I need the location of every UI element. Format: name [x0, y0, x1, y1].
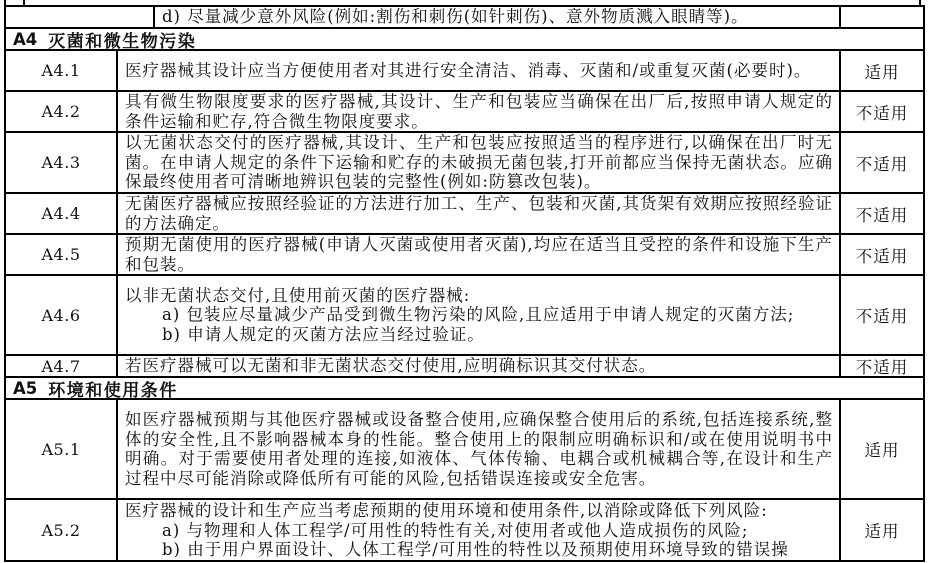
row-description-cell	[118, 356, 841, 376]
row-applicability-cell: 适用	[864, 441, 900, 460]
row-code-cell: A5.2	[6, 500, 118, 560]
row-code-cell: A4.7	[6, 356, 118, 376]
row-applicability-cell: 不适用	[855, 205, 909, 225]
description-paragraph: 以无菌状态交付的医疗器械,其设计、生产和包装应按照适当的程序进行,以确保在出厂时无菌。在申请人规定的条件下运输和贮存的未破损无菌包装,打开前都应当保持无菌状态。应确保最终使用者可清晰地辨识包装的完整性(例如:防篡改包装)。	[125, 133, 833, 192]
row-applicability-cell: 不适用	[855, 307, 909, 326]
table-row	[6, 500, 923, 562]
section-title: 灭菌和微生物污染	[48, 31, 197, 51]
table-row	[6, 276, 923, 356]
row-code-cell: A4.4	[6, 194, 118, 233]
table-row	[6, 356, 923, 378]
row-applicability-cell: 不适用	[855, 358, 909, 377]
description-paragraph: 医疗器械其设计应当方便使用者对其进行安全清洁、消毒、灭菌和/或重复灭菌(必要时)。	[125, 60, 812, 80]
section-code: A4	[13, 29, 38, 49]
section-header-row	[6, 29, 923, 51]
table-row	[6, 235, 923, 276]
description-paragraph: d) 尽量减少意外风险(例如:割伤和刺伤(如针刺伤)、意外物质溅入眼睛等)。	[162, 7, 749, 27]
row-code-cell: A4.3	[6, 133, 118, 192]
description-paragraph: 医疗器械的设计和生产应当考虑预期的使用环境和使用条件,以消除或降低下列风险:	[125, 501, 768, 520]
section-title: 环境和使用条件	[48, 380, 178, 400]
row-code-cell: A4.1	[6, 51, 118, 90]
table-row	[6, 194, 923, 235]
row-code-cell: A5.1	[6, 400, 118, 498]
section-header-row	[6, 378, 923, 400]
row-description-cell	[155, 7, 841, 27]
essential-principles-table	[4, 5, 925, 562]
row-applicability-cell: 不适用	[855, 154, 909, 174]
row-applicability-cell: 适用	[864, 62, 900, 82]
row-description-cell	[118, 235, 841, 274]
row-applicability-cell	[841, 7, 923, 27]
description-paragraph: 预期无菌使用的医疗器械(申请人灭菌或使用者灭菌),均应在适当且受控的条件和设施下生产和包装。	[125, 235, 833, 274]
section-code: A5	[13, 378, 38, 398]
description-paragraph: a) 包装应尽量减少产品受到微生物污染的风险,且应适用于申请人规定的灭菌方法;	[162, 305, 795, 325]
description-paragraph: 无菌医疗器械应按照经验证的方法进行加工、生产、包装和灭菌,其货架有效期应按照经验证的方法确定。	[125, 194, 833, 233]
table-row	[6, 7, 923, 29]
table-row	[6, 133, 923, 194]
description-paragraph: 若医疗器械可以无菌和非无菌状态交付使用,应明确标识其交付状态。	[125, 356, 657, 376]
row-code-cell: A4.6	[6, 276, 118, 354]
row-description-cell	[118, 500, 841, 560]
row-code-cell: A4.2	[6, 92, 118, 131]
row-code-cell	[6, 7, 155, 27]
row-description-cell	[118, 400, 841, 498]
description-paragraph: 如医疗器械预期与其他医疗器械或设备整合使用,应确保整合使用后的系统,包括连接系统,整体的安全性,且不影响器械本身的性能。整合使用上的限制应明确标识和/或在使用说明书中明确。对于需要使用者处理的连接,如液体、气体传输、电耦合或机械耦合等,在设计和生产过程中尽可能消除或降低所有可能的风险,包括错误连接或安全危害。	[125, 410, 833, 488]
row-code-cell: A4.5	[6, 235, 118, 274]
row-description-cell	[118, 276, 841, 354]
description-paragraph: b) 由于用户界面设计、人体工程学/可用性的特性以及预期使用环境导致的错误操	[162, 540, 789, 559]
row-description-cell	[118, 133, 841, 192]
row-description-cell	[118, 51, 841, 90]
description-paragraph: 以非无菌状态交付,且使用前灭菌的医疗器械:	[125, 285, 471, 305]
description-paragraph: 具有微生物限度要求的医疗器械,其设计、生产和包装应当确保在出厂后,按照申请人规定的条件运输和贮存,符合微生物限度要求。	[125, 92, 833, 131]
description-paragraph: b) 申请人规定的灭菌方法应当经过验证。	[162, 324, 485, 344]
table-row	[6, 92, 923, 133]
row-applicability-cell: 适用	[864, 522, 900, 541]
row-applicability-cell: 不适用	[855, 103, 909, 123]
row-description-cell	[118, 194, 841, 233]
table-row	[6, 51, 923, 92]
row-applicability-cell: 不适用	[855, 246, 909, 266]
table-row	[6, 400, 923, 500]
description-paragraph: a) 与物理和人体工程学/可用性的特性有关,对使用者或他人造成损伤的风险;	[162, 520, 749, 540]
row-description-cell	[118, 92, 841, 131]
